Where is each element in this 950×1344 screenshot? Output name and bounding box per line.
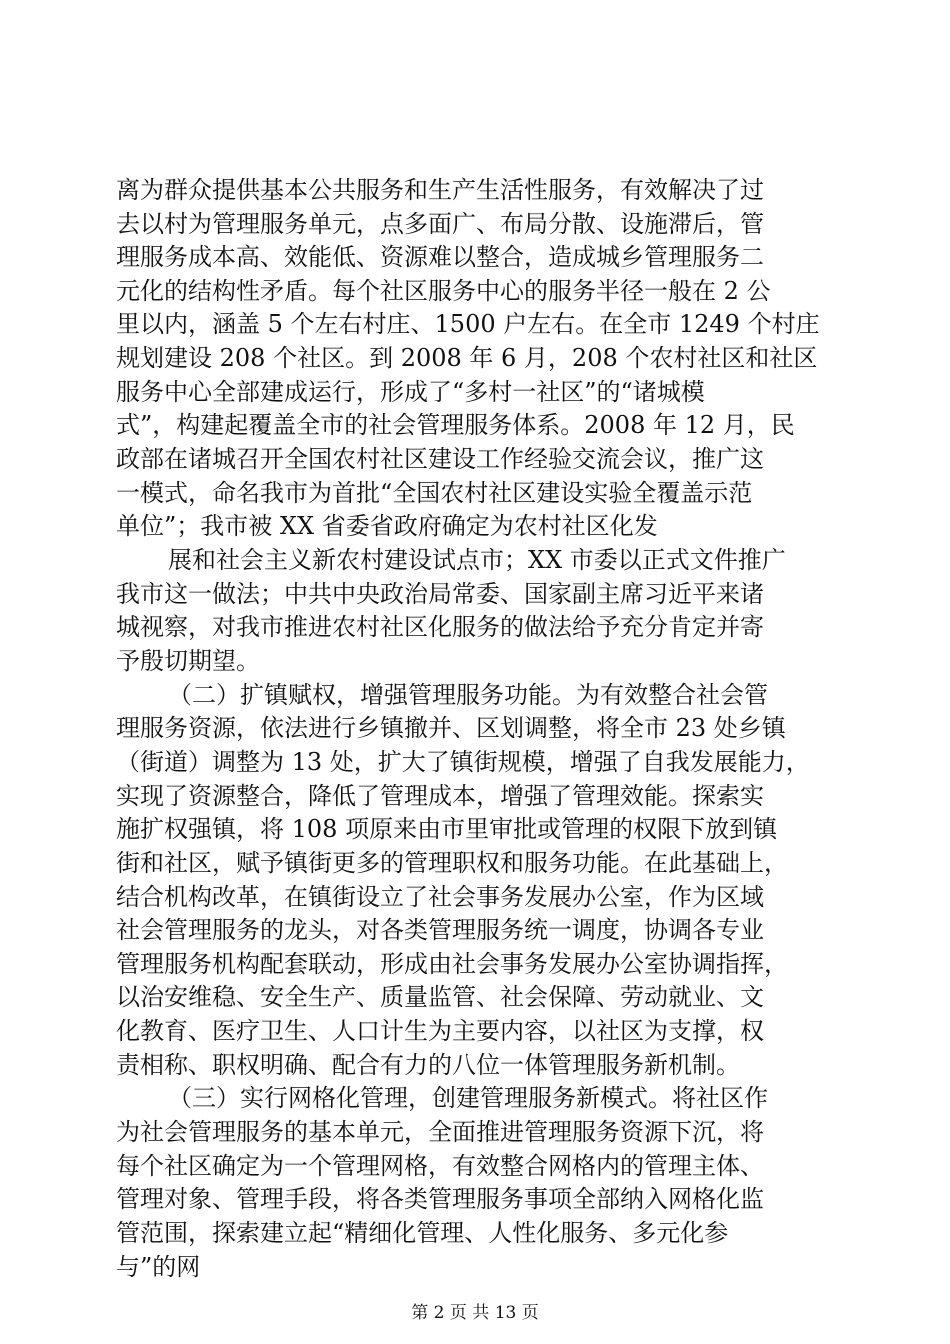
text-line: 展和社会主义新农村建设试点市；XX 市委以正式文件推广	[168, 546, 786, 574]
text-line: （二）扩镇赋权，增强管理服务功能。为有效整合社会管	[168, 681, 768, 709]
text-line: 理服务成本高、效能低、资源难以整合，造成城乡管理服务二	[116, 243, 764, 271]
text-line: 管理对象、管理手段，将各类管理服务事项全部纳入网格化监	[116, 1185, 764, 1213]
text-line: 式”，构建起覆盖全市的社会管理服务体系。2008 年 12 月，民	[116, 411, 795, 439]
text-line: 实现了资源整合，降低了管理成本，增强了管理效能。探索实	[116, 782, 764, 810]
text-line: 去以村为管理服务单元，点多面广、布局分散、设施滞后，管	[116, 210, 764, 238]
text-line: 离为群众提供基本公共服务和生产生活性服务，有效解决了过	[116, 176, 764, 204]
text-line: 规划建设 208 个社区。到 2008 年 6 月，208 个农村社区和社区	[116, 344, 818, 372]
text-line: 我市这一做法；中共中央政治局常委、国家副主席习近平来诸	[116, 580, 764, 608]
text-line: 责相称、职权明确、配合有力的八位一体管理服务新机制。	[116, 1051, 740, 1079]
text-line: 城视察，对我市推进农村社区化服务的做法给予充分肯定并寄	[116, 613, 764, 641]
text-line: 管理服务机构配套联动，形成由社会事务发展办公室协调指挥，	[116, 950, 788, 978]
text-line: 社会管理服务的龙头，对各类管理服务统一调度，协调各专业	[116, 916, 764, 944]
text-line: （三）实行网格化管理，创建管理服务新模式。将社区作	[168, 1084, 768, 1112]
text-line: 政部在诸城召开全国农村社区建设工作经验交流会议，推广这	[116, 445, 764, 473]
text-line: 一模式，命名我市为首批“全国农村社区建设实验全覆盖示范	[116, 479, 753, 507]
text-line: 管范围，探索建立起“精细化管理、人性化服务、多元化参	[116, 1219, 729, 1247]
text-line: 服务中心全部建成运行，形成了“多村一社区”的“诸城模	[116, 378, 705, 406]
text-line: 理服务资源，依法进行乡镇撤并、区划调整，将全市 23 处乡镇	[116, 714, 786, 742]
page-footer: 第 2 页 共 13 页	[411, 1303, 539, 1323]
text-line: 结合机构改革，在镇街设立了社会事务发展办公室，作为区域	[116, 883, 764, 911]
text-line: 街和社区，赋予镇街更多的管理职权和服务功能。在此基础上，	[116, 849, 788, 877]
text-line: 以治安维稳、安全生产、质量监管、社会保障、劳动就业、文	[116, 983, 764, 1011]
text-line: 里以内，涵盖 5 个左右村庄、1500 户左右。在全市 1249 个村庄	[116, 310, 820, 338]
text-line: 元化的结构性矛盾。每个社区服务中心的服务半径一般在 2 公	[116, 277, 771, 305]
text-line: 化教育、医疗卫生、人口计生为主要内容，以社区为支撑，权	[116, 1017, 764, 1045]
text-line: 每个社区确定为一个管理网格，有效整合网格内的管理主体、	[116, 1152, 764, 1180]
text-line: 施扩权强镇，将 108 项原来由市里审批或管理的权限下放到镇	[116, 815, 778, 843]
text-line: 单位”；我市被 XX 省委省政府确定为农村社区化发	[116, 512, 658, 540]
text-line: 为社会管理服务的基本单元，全面推进管理服务资源下沉，将	[116, 1118, 764, 1146]
text-line: （街道）调整为 13 处，扩大了镇街规模，增强了自我发展能力，	[116, 748, 810, 776]
text-line: 与”的网	[116, 1253, 201, 1281]
text-line: 予殷切期望。	[116, 647, 260, 675]
